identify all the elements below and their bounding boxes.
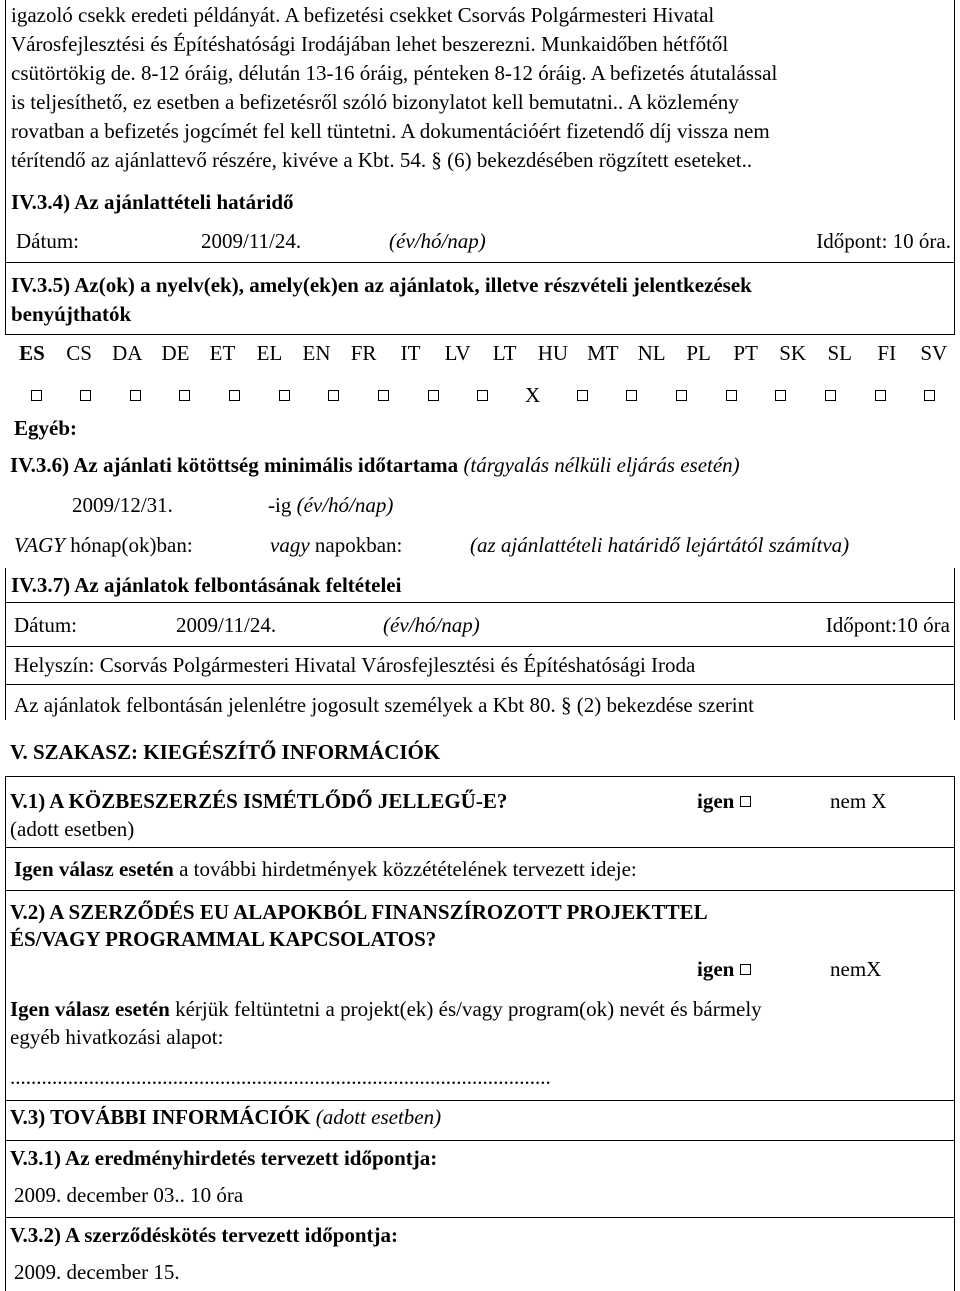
language-code: PT [733, 341, 758, 365]
result-date-heading: V.3.1) Az eredményhirdetés tervezett időpontja: [10, 1146, 438, 1170]
eu-funding-fill-line: ....................................................................................................... [10, 1065, 551, 1089]
eu-funding-answer-line-2: egyéb hivatkozási alapot: [10, 1025, 224, 1049]
language-checkbox[interactable] [419, 382, 447, 409]
intro-line-3: csütörtökig de. 8-12 óráig, délután 13-16 óráig, pénteken 8-12 óráig. A befizetés átutalással [11, 61, 778, 85]
recurring-heading: V.1) A KÖZBESZERZÉS ISMÉTLŐDŐ JELLEGŰ-E? [10, 789, 508, 813]
contract-date-value: 2009. december 15. [14, 1260, 180, 1284]
deadline-box [5, 186, 955, 262]
language-checkbox[interactable] [171, 382, 199, 409]
language-checkbox[interactable] [121, 382, 149, 409]
language-checkbox[interactable] [221, 382, 249, 409]
checkbox-icon[interactable] [740, 796, 751, 807]
language-checkbox[interactable] [270, 382, 298, 409]
eu-funding-heading-line-2: ÉS/VAGY PROGRAMMAL KAPCSOLATOS? [10, 927, 437, 951]
intro-line-2: Városfejlesztési és Építéshatósági Irodájában lehet beszerezni. Munkaidőben hétfőtől [11, 32, 729, 56]
language-code: LV [444, 341, 471, 365]
opening-time: Időpont:10 óra [825, 613, 950, 637]
language-checkbox[interactable] [22, 382, 50, 409]
language-code: HU [537, 341, 569, 365]
language-code: LT [492, 341, 517, 365]
validity-until: -ig (év/hó/nap) [268, 493, 394, 517]
intro-line-6: térítendő az ajánlattevő részére, kivéve a Kbt. 54. § (6) bekezdésében rögzített eseteket.. [11, 148, 753, 172]
recurring-note: (adott esetben) [10, 817, 135, 841]
result-date-value: 2009. december 03.. 10 óra [14, 1183, 244, 1207]
language-checkbox[interactable] [568, 382, 596, 409]
intro-line-4: is teljesíthető, ez esetben a befizetésről szóló bizonylatot kell bemutatni.. A közlemény [11, 90, 739, 114]
opening-place: Helyszín: Csorvás Polgármesteri Hivatal Városfejlesztési és Építéshatósági Iroda [14, 653, 696, 677]
validity-counted-note: (az ajánlattételi határidő lejártától számítva) [470, 533, 850, 557]
language-code: CS [66, 341, 92, 365]
language-code: ES [19, 341, 45, 365]
eu-funding-yes-option[interactable]: igen [697, 956, 751, 983]
validity-heading: IV.3.6) Az ajánlati kötöttség minimális időtartama (tárgyalás nélküli eljárás esetén) [10, 453, 740, 477]
language-checkbox[interactable] [717, 382, 745, 409]
language-code: EL [256, 341, 283, 365]
language-other-label: Egyéb: [14, 416, 77, 440]
language-checkbox-checked[interactable]: X [524, 383, 541, 407]
language-box [5, 262, 955, 334]
language-checkbox[interactable] [72, 382, 100, 409]
recurring-no-option[interactable]: nem X [830, 789, 887, 813]
language-code: MT [587, 341, 619, 365]
intro-line-5: rovatban a befizetés jogcímét fel kell tüntetni. A dokumentációért fizetendő díj vissza nem [11, 119, 770, 143]
language-checkbox[interactable] [618, 382, 646, 409]
deadline-time: Időpont: 10 óra. [816, 229, 951, 253]
checkbox-icon[interactable] [740, 964, 751, 975]
language-checkboxes [22, 382, 944, 409]
opening-date-label: Dátum: [14, 613, 77, 637]
validity-date: 2009/12/31. [72, 493, 173, 517]
eu-funding-answer: Igen válasz esetén kérjük feltüntetni a projekt(ek) és/vagy program(ok) nevét és bármely [10, 997, 762, 1021]
language-code: NL [637, 341, 666, 365]
deadline-date: 2009/11/24. [201, 229, 302, 253]
recurring-yes-option[interactable]: igen [697, 788, 751, 815]
language-code: PL [686, 341, 711, 365]
section-v-title: V. SZAKASZ: KIEGÉSZÍTŐ INFORMÁCIÓK [10, 740, 441, 764]
intro-box [5, 0, 955, 186]
opening-persons: Az ajánlatok felbontásán jelenlétre jogosult személyek a Kbt 80. § (2) bekezdése szerint [14, 693, 754, 717]
deadline-format: (év/hó/nap) [389, 229, 486, 253]
language-code: FI [877, 341, 897, 365]
deadline-date-label: Dátum: [16, 229, 79, 253]
language-checkbox[interactable] [668, 382, 696, 409]
language-checkbox[interactable] [866, 382, 894, 409]
opening-date: 2009/11/24. [176, 613, 277, 637]
contract-date-heading: V.3.2) A szerződéskötés tervezett időpontja: [10, 1223, 399, 1247]
language-code: DE [161, 341, 190, 365]
intro-line-1: igazoló csekk eredeti példányát. A befizetési csekket Csorvás Polgármesteri Hivatal [11, 3, 715, 27]
language-checkbox[interactable] [469, 382, 497, 409]
further-info-heading: V.3) TOVÁBBI INFORMÁCIÓK (adott esetben) [10, 1105, 442, 1129]
opening-format: (év/hó/nap) [383, 613, 480, 637]
language-heading-line-2: benyújthatók [11, 302, 132, 326]
opening-heading: IV.3.7) Az ajánlatok felbontásának feltételei [11, 573, 402, 597]
validity-or-months: VAGY hónap(ok)ban: [14, 533, 193, 557]
language-checkbox[interactable] [370, 382, 398, 409]
language-code: SL [827, 341, 852, 365]
language-code: DA [112, 341, 143, 365]
language-code: SK [779, 341, 807, 365]
eu-funding-no-option[interactable]: nemX [830, 957, 882, 981]
language-code: IT [400, 341, 421, 365]
language-code: SV [920, 341, 948, 365]
language-codes [18, 340, 948, 367]
recurring-answer: Igen válasz esetén a további hirdetmények közzétételének tervezett ideje: [14, 857, 637, 881]
language-checkbox[interactable] [767, 382, 795, 409]
language-code: FR [350, 341, 377, 365]
language-code: EN [302, 341, 331, 365]
language-heading-line-1: IV.3.5) Az(ok) a nyelv(ek), amely(ek)en az ajánlatok, illetve részvételi jelentkezések [11, 273, 752, 297]
language-code: ET [209, 341, 236, 365]
validity-or-days: vagy napokban: [270, 533, 403, 557]
deadline-heading: IV.3.4) Az ajánlattételi határidő [11, 190, 294, 214]
language-checkbox[interactable] [817, 382, 845, 409]
language-checkbox[interactable] [320, 382, 348, 409]
language-checkbox[interactable] [916, 382, 944, 409]
eu-funding-heading-line-1: V.2) A SZERZŐDÉS EU ALAPOKBÓL FINANSZÍROZOTT PROJEKTTEL [10, 900, 708, 924]
